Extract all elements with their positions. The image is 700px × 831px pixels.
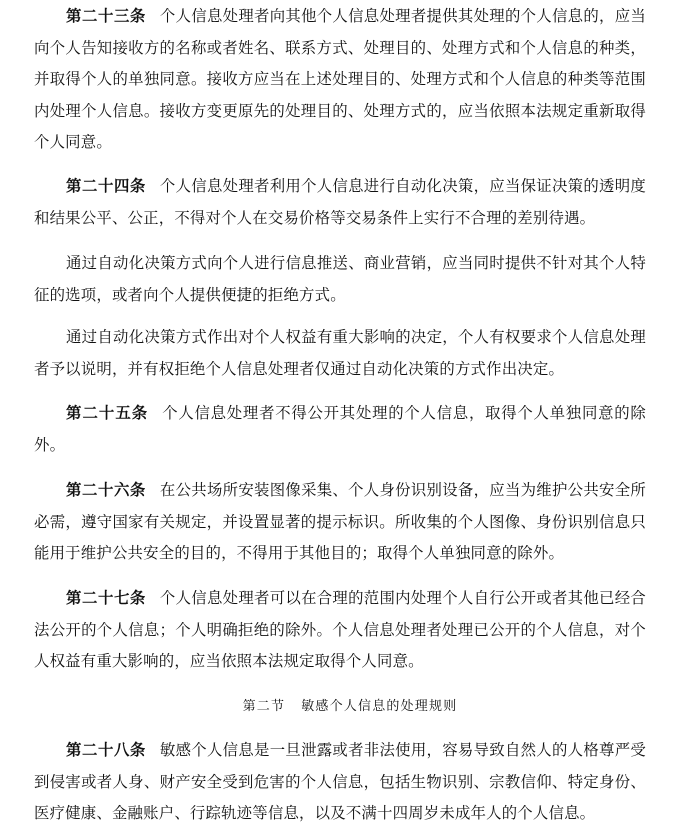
article-23-paragraph [34, 1, 646, 159]
article-number: 第二十六条 [66, 481, 146, 499]
article-number: 第二十五条 [66, 404, 149, 422]
clause-text: 通过自动化决策方式向个人进行信息推送、商业营销，应当同时提供不针对其个人特征的选项，或者向个人提供便捷的拒绝方式。 [34, 254, 646, 304]
article-text: 敏感个人信息是一旦泄露或者非法使用，容易导致自然人的人格尊严受到侵害或者人身、财产安全受到危害的个人信息，包括生物识别、宗教信仰、特定身份、医疗健康、金融账户、行踪轨迹等信息，以及不满十四周岁未成年人的个人信息。 [34, 741, 646, 822]
article-28-paragraph [34, 735, 646, 830]
article-26-paragraph [34, 475, 646, 570]
section-heading [0, 697, 700, 717]
article-27-paragraph [34, 583, 646, 678]
article-number: 第二十七条 [66, 589, 146, 607]
article-text: 个人信息处理者向其他个人信息处理者提供其处理的个人信息的，应当向个人告知接收方的名称或者姓名、联系方式、处理目的、处理方式和个人信息的种类，并取得个人的单独同意。接收方应当在上述处理目的、处理方式和个人信息的种类等范围内处理个人信息。接收方变更原先的处理目的、处理方式的，应当依照本法规定重新取得个人同意。 [34, 7, 646, 151]
article-number: 第二十八条 [66, 741, 146, 759]
article-text: 个人信息处理者利用个人信息进行自动化决策，应当保证决策的透明度和结果公平、公正，不得对个人在交易价格等交易条件上实行不合理的差别待遇。 [34, 177, 646, 227]
section-number: 第二节 [242, 699, 286, 714]
article-24-clause-2 [34, 248, 646, 311]
article-number: 第二十四条 [66, 177, 146, 195]
article-text: 在公共场所安装图像采集、个人身份识别设备，应当为维护公共安全所必需，遵守国家有关规定，并设置显著的提示标识。所收集的个人图像、身份识别信息只能用于维护公共安全的目的，不得用于其他目的；取得个人单独同意的除外。 [34, 481, 646, 562]
article-24-paragraph [34, 171, 646, 234]
article-number: 第二十三条 [66, 7, 146, 25]
article-24-clause-3 [34, 322, 646, 385]
article-25-paragraph [34, 398, 646, 461]
article-text: 个人信息处理者可以在合理的范围内处理个人自行公开或者其他已经合法公开的个人信息；个人明确拒绝的除外。个人信息处理者处理已公开的个人信息，对个人权益有重大影响的，应当依照本法规定取得个人同意。 [34, 589, 646, 670]
section-title: 敏感个人信息的处理规则 [301, 699, 458, 714]
clause-text: 通过自动化决策方式作出对个人权益有重大影响的决定，个人有权要求个人信息处理者予以说明，并有权拒绝个人信息处理者仅通过自动化决策的方式作出决定。 [34, 328, 646, 378]
article-text: 个人信息处理者不得公开其处理的个人信息，取得个人单独同意的除外。 [34, 404, 646, 454]
